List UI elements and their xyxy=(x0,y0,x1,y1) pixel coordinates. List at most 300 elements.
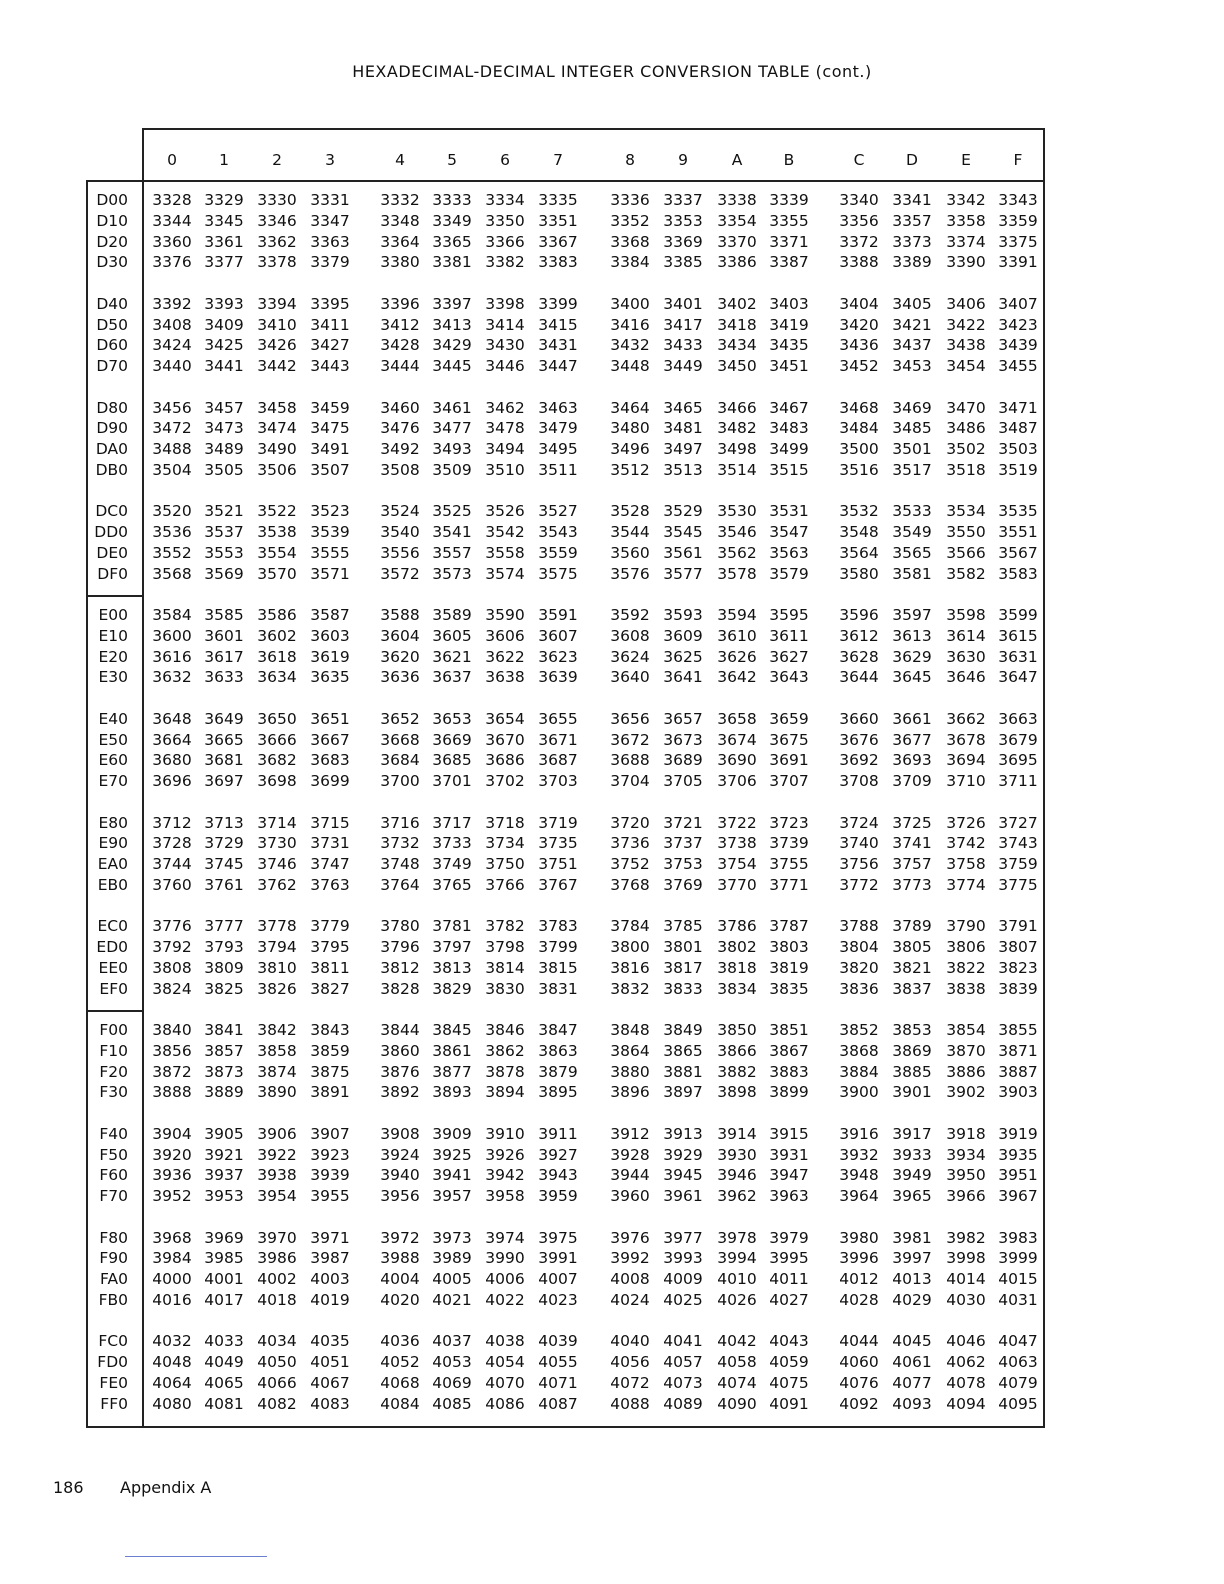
table-cell: 3528 xyxy=(610,502,650,521)
table-cell: 3925 xyxy=(432,1145,472,1164)
section-separator xyxy=(86,1010,142,1012)
row-label: DD0 xyxy=(94,523,128,541)
table-cell: 4002 xyxy=(257,1270,297,1288)
table-cell: 3482 xyxy=(717,419,757,438)
table-cell: 3663 xyxy=(998,709,1038,728)
table-cell: 4093 xyxy=(892,1394,932,1413)
table-cell: 3844 xyxy=(380,1021,420,1039)
table-cell: 3974 xyxy=(485,1228,525,1247)
row-label: D80 xyxy=(96,398,128,417)
table-cell: 3614 xyxy=(946,626,986,645)
table-cell: 3571 xyxy=(310,564,350,583)
table-cell: 3969 xyxy=(204,1228,244,1247)
table-cell: 3875 xyxy=(310,1062,350,1081)
table-cell: 3633 xyxy=(204,668,244,687)
table-cell: 3480 xyxy=(610,419,650,438)
table-cell: 3401 xyxy=(663,294,703,313)
table-cell: 4087 xyxy=(538,1394,578,1413)
table-cell: 3781 xyxy=(432,917,472,936)
table-cell: 3787 xyxy=(769,917,809,936)
table-cell: 3831 xyxy=(538,979,578,998)
table-cell: 3991 xyxy=(538,1249,578,1268)
table-cell: 4015 xyxy=(998,1270,1038,1288)
table-cell: 3704 xyxy=(610,772,650,790)
table-cell: 3592 xyxy=(610,606,650,624)
table-cell: 3693 xyxy=(892,751,932,770)
table-cell: 3751 xyxy=(538,855,578,873)
table-cell: 3610 xyxy=(717,626,757,645)
table-cell: 4053 xyxy=(432,1353,472,1371)
table-cell: 4020 xyxy=(380,1290,420,1309)
table-cell: 3700 xyxy=(380,772,420,790)
table-cell: 3965 xyxy=(892,1187,932,1205)
row-label: D10 xyxy=(96,211,128,230)
table-cell: 3936 xyxy=(152,1166,192,1185)
table-cell: 4052 xyxy=(380,1353,420,1371)
table-cell: 3391 xyxy=(998,253,1038,272)
table-cell: 3660 xyxy=(839,709,879,728)
table-cell: 3563 xyxy=(769,543,809,562)
table-cell: 3554 xyxy=(257,543,297,562)
column-header: F xyxy=(1013,151,1023,169)
table-cell: 3398 xyxy=(485,294,525,313)
table-cell: 3811 xyxy=(310,958,350,977)
table-cell: 4068 xyxy=(380,1373,420,1392)
table-cell: 3791 xyxy=(998,917,1038,936)
table-cell: 3777 xyxy=(204,917,244,936)
table-cell: 4041 xyxy=(663,1332,703,1351)
table-cell: 3915 xyxy=(769,1124,809,1143)
table-cell: 3916 xyxy=(839,1124,879,1143)
table-cell: 3861 xyxy=(432,1041,472,1060)
table-cell: 3579 xyxy=(769,564,809,583)
table-cell: 3523 xyxy=(310,502,350,521)
table-cell: 4040 xyxy=(610,1332,650,1351)
table-cell: 3818 xyxy=(717,958,757,977)
table-cell: 4070 xyxy=(485,1373,525,1392)
table-cell: 3447 xyxy=(538,357,578,375)
table-cell: 3456 xyxy=(152,398,192,417)
table-cell: 3648 xyxy=(152,709,192,728)
table-cell: 3624 xyxy=(610,647,650,666)
table-cell: 3871 xyxy=(998,1041,1038,1060)
table-cell: 3763 xyxy=(310,875,350,894)
column-header: 8 xyxy=(625,151,635,169)
table-cell: 3982 xyxy=(946,1228,986,1247)
table-cell: 3790 xyxy=(946,917,986,936)
table-cell: 3368 xyxy=(610,232,650,251)
table-cell: 3616 xyxy=(152,647,192,666)
table-cell: 3647 xyxy=(998,668,1038,687)
table-cell: 3515 xyxy=(769,460,809,479)
table-cell: 3717 xyxy=(432,813,472,832)
table-cell: 3649 xyxy=(204,709,244,728)
table-cell: 3988 xyxy=(380,1249,420,1268)
table-cell: 3537 xyxy=(204,523,244,541)
table-cell: 3711 xyxy=(998,772,1038,790)
table-cell: 3876 xyxy=(380,1062,420,1081)
table-cell: 4022 xyxy=(485,1290,525,1309)
table-cell: 3928 xyxy=(610,1145,650,1164)
table-cell: 3468 xyxy=(839,398,879,417)
table-cell: 3919 xyxy=(998,1124,1038,1143)
table-cell: 3999 xyxy=(998,1249,1038,1268)
table-cell: 4089 xyxy=(663,1394,703,1413)
table-cell: 3841 xyxy=(204,1021,244,1039)
table-cell: 3489 xyxy=(204,440,244,458)
row-label: F40 xyxy=(99,1124,128,1143)
table-cell: 4048 xyxy=(152,1353,192,1371)
table-cell: 3520 xyxy=(152,502,192,521)
table-cell: 4058 xyxy=(717,1353,757,1371)
table-cell: 3857 xyxy=(204,1041,244,1060)
table-cell: 3739 xyxy=(769,834,809,853)
table-cell: 3867 xyxy=(769,1041,809,1060)
table-cell: 3944 xyxy=(610,1166,650,1185)
table-cell: 3514 xyxy=(717,460,757,479)
table-cell: 3378 xyxy=(257,253,297,272)
row-label: E70 xyxy=(98,772,128,790)
table-cell: 3931 xyxy=(769,1145,809,1164)
row-label: FD0 xyxy=(97,1353,128,1371)
table-cell: 3730 xyxy=(257,834,297,853)
row-label: D00 xyxy=(96,191,128,209)
table-cell: 4030 xyxy=(946,1290,986,1309)
table-cell: 4080 xyxy=(152,1394,192,1413)
table-cell: 3425 xyxy=(204,336,244,355)
row-label: ED0 xyxy=(96,938,128,956)
table-cell: 3912 xyxy=(610,1124,650,1143)
table-cell: 3572 xyxy=(380,564,420,583)
table-cell: 3951 xyxy=(998,1166,1038,1185)
table-cell: 3607 xyxy=(538,626,578,645)
table-cell: 3460 xyxy=(380,398,420,417)
table-cell: 4064 xyxy=(152,1373,192,1392)
table-cell: 3953 xyxy=(204,1187,244,1205)
table-cell: 3869 xyxy=(892,1041,932,1060)
table-cell: 3865 xyxy=(663,1041,703,1060)
table-cell: 3415 xyxy=(538,315,578,334)
table-cell: 3973 xyxy=(432,1228,472,1247)
row-label: EB0 xyxy=(97,875,128,894)
table-cell: 3748 xyxy=(380,855,420,873)
row-label: FC0 xyxy=(98,1332,128,1351)
row-label: D40 xyxy=(96,294,128,313)
table-cell: 3807 xyxy=(998,938,1038,956)
table-cell: 3741 xyxy=(892,834,932,853)
table-cell: 4032 xyxy=(152,1332,192,1351)
table-cell: 3601 xyxy=(204,626,244,645)
table-cell: 3596 xyxy=(839,606,879,624)
table-cell: 3854 xyxy=(946,1021,986,1039)
table-cell: 3846 xyxy=(485,1021,525,1039)
table-cell: 3698 xyxy=(257,772,297,790)
table-cell: 3630 xyxy=(946,647,986,666)
table-cell: 3926 xyxy=(485,1145,525,1164)
table-cell: 3428 xyxy=(380,336,420,355)
table-cell: 3817 xyxy=(663,958,703,977)
table-cell: 3910 xyxy=(485,1124,525,1143)
table-cell: 4013 xyxy=(892,1270,932,1288)
table-cell: 3338 xyxy=(717,191,757,209)
table-cell: 3927 xyxy=(538,1145,578,1164)
table-cell: 3393 xyxy=(204,294,244,313)
table-cell: 4049 xyxy=(204,1353,244,1371)
table-cell: 3536 xyxy=(152,523,192,541)
table-cell: 3804 xyxy=(839,938,879,956)
table-cell: 3718 xyxy=(485,813,525,832)
table-cell: 3788 xyxy=(839,917,879,936)
table-cell: 3859 xyxy=(310,1041,350,1060)
table-cell: 3558 xyxy=(485,543,525,562)
table-cell: 3444 xyxy=(380,357,420,375)
table-cell: 3764 xyxy=(380,875,420,894)
table-cell: 4008 xyxy=(610,1270,650,1288)
table-cell: 3950 xyxy=(946,1166,986,1185)
table-cell: 4016 xyxy=(152,1290,192,1309)
table-cell: 3877 xyxy=(432,1062,472,1081)
table-cell: 3506 xyxy=(257,460,297,479)
table-cell: 3855 xyxy=(998,1021,1038,1039)
table-cell: 4023 xyxy=(538,1290,578,1309)
table-cell: 3975 xyxy=(538,1228,578,1247)
table-cell: 3330 xyxy=(257,191,297,209)
table-cell: 3491 xyxy=(310,440,350,458)
table-cell: 3432 xyxy=(610,336,650,355)
table-cell: 3553 xyxy=(204,543,244,562)
table-cell: 3785 xyxy=(663,917,703,936)
table-cell: 3749 xyxy=(432,855,472,873)
table-cell: 3691 xyxy=(769,751,809,770)
table-cell: 3346 xyxy=(257,211,297,230)
table-cell: 3732 xyxy=(380,834,420,853)
table-cell: 3754 xyxy=(717,855,757,873)
table-cell: 3768 xyxy=(610,875,650,894)
table-cell: 3370 xyxy=(717,232,757,251)
table-cell: 4083 xyxy=(310,1394,350,1413)
table-cell: 3657 xyxy=(663,709,703,728)
table-cell: 4067 xyxy=(310,1373,350,1392)
table-cell: 3911 xyxy=(538,1124,578,1143)
table-cell: 3671 xyxy=(538,730,578,749)
table-cell: 3942 xyxy=(485,1166,525,1185)
table-cell: 3860 xyxy=(380,1041,420,1060)
table-cell: 3783 xyxy=(538,917,578,936)
table-cell: 3420 xyxy=(839,315,879,334)
table-cell: 3509 xyxy=(432,460,472,479)
table-cell: 3529 xyxy=(663,502,703,521)
table-cell: 3590 xyxy=(485,606,525,624)
row-label: E90 xyxy=(98,834,128,853)
table-cell: 3798 xyxy=(485,938,525,956)
table-cell: 3450 xyxy=(717,357,757,375)
table-cell: 3959 xyxy=(538,1187,578,1205)
table-cell: 3949 xyxy=(892,1166,932,1185)
table-cell: 3740 xyxy=(839,834,879,853)
table-cell: 3562 xyxy=(717,543,757,562)
table-cell: 3533 xyxy=(892,502,932,521)
table-cell: 3820 xyxy=(839,958,879,977)
row-label: E50 xyxy=(98,730,128,749)
table-cell: 3331 xyxy=(310,191,350,209)
table-cell: 3466 xyxy=(717,398,757,417)
table-cell: 3720 xyxy=(610,813,650,832)
table-cell: 3461 xyxy=(432,398,472,417)
table-cell: 3712 xyxy=(152,813,192,832)
table-cell: 3384 xyxy=(610,253,650,272)
table-cell: 3656 xyxy=(610,709,650,728)
table-cell: 3921 xyxy=(204,1145,244,1164)
table-cell: 3894 xyxy=(485,1083,525,1102)
table-cell: 3488 xyxy=(152,440,192,458)
table-cell: 3895 xyxy=(538,1083,578,1102)
table-cell: 3689 xyxy=(663,751,703,770)
table-cell: 3837 xyxy=(892,979,932,998)
table-cell: 4024 xyxy=(610,1290,650,1309)
table-cell: 3904 xyxy=(152,1124,192,1143)
table-cell: 3666 xyxy=(257,730,297,749)
table-cell: 3511 xyxy=(538,460,578,479)
table-cell: 3593 xyxy=(663,606,703,624)
table-cell: 3680 xyxy=(152,751,192,770)
table-cell: 3360 xyxy=(152,232,192,251)
table-cell: 3343 xyxy=(998,191,1038,209)
table-cell: 3394 xyxy=(257,294,297,313)
table-cell: 3843 xyxy=(310,1021,350,1039)
table-cell: 3907 xyxy=(310,1124,350,1143)
table-cell: 3678 xyxy=(946,730,986,749)
table-cell: 3629 xyxy=(892,647,932,666)
table-cell: 3708 xyxy=(839,772,879,790)
table-cell: 3903 xyxy=(998,1083,1038,1102)
table-cell: 3734 xyxy=(485,834,525,853)
table-cell: 4012 xyxy=(839,1270,879,1288)
table-cell: 3879 xyxy=(538,1062,578,1081)
table-cell: 3400 xyxy=(610,294,650,313)
table-cell: 3418 xyxy=(717,315,757,334)
table-cell: 3782 xyxy=(485,917,525,936)
table-cell: 3983 xyxy=(998,1228,1038,1247)
table-cell: 3615 xyxy=(998,626,1038,645)
table-cell: 3540 xyxy=(380,523,420,541)
table-cell: 3504 xyxy=(152,460,192,479)
table-cell: 3498 xyxy=(717,440,757,458)
table-cell: 4037 xyxy=(432,1332,472,1351)
table-cell: 3621 xyxy=(432,647,472,666)
table-cell: 3642 xyxy=(717,668,757,687)
table-cell: 3334 xyxy=(485,191,525,209)
table-cell: 3760 xyxy=(152,875,192,894)
table-cell: 3583 xyxy=(998,564,1038,583)
table-cell: 3679 xyxy=(998,730,1038,749)
table-cell: 4014 xyxy=(946,1270,986,1288)
table-cell: 3699 xyxy=(310,772,350,790)
table-cell: 4045 xyxy=(892,1332,932,1351)
table-cell: 3984 xyxy=(152,1249,192,1268)
column-header: 4 xyxy=(395,151,405,169)
row-label: E30 xyxy=(98,668,128,687)
table-cell: 3574 xyxy=(485,564,525,583)
table-cell: 3503 xyxy=(998,440,1038,458)
table-cell: 3733 xyxy=(432,834,472,853)
table-cell: 3792 xyxy=(152,938,192,956)
table-cell: 4059 xyxy=(769,1353,809,1371)
column-header: 5 xyxy=(447,151,457,169)
table-cell: 3872 xyxy=(152,1062,192,1081)
row-label: D60 xyxy=(96,336,128,355)
table-cell: 3968 xyxy=(152,1228,192,1247)
table-cell: 3736 xyxy=(610,834,650,853)
table-cell: 3639 xyxy=(538,668,578,687)
table-cell: 3365 xyxy=(432,232,472,251)
table-cell: 3670 xyxy=(485,730,525,749)
table-cell: 3474 xyxy=(257,419,297,438)
column-header: 3 xyxy=(325,151,335,169)
table-cell: 3998 xyxy=(946,1249,986,1268)
table-cell: 3755 xyxy=(769,855,809,873)
table-cell: 3349 xyxy=(432,211,472,230)
table-cell: 3419 xyxy=(769,315,809,334)
table-cell: 3993 xyxy=(663,1249,703,1268)
table-cell: 3738 xyxy=(717,834,757,853)
table-cell: 3638 xyxy=(485,668,525,687)
table-cell: 3646 xyxy=(946,668,986,687)
table-cell: 3870 xyxy=(946,1041,986,1060)
table-cell: 3762 xyxy=(257,875,297,894)
table-cell: 3475 xyxy=(310,419,350,438)
table-cell: 3731 xyxy=(310,834,350,853)
table-cell: 3452 xyxy=(839,357,879,375)
table-cell: 3611 xyxy=(769,626,809,645)
table-cell: 3650 xyxy=(257,709,297,728)
table-cell: 3765 xyxy=(432,875,472,894)
table-cell: 3476 xyxy=(380,419,420,438)
table-cell: 3947 xyxy=(769,1166,809,1185)
table-cell: 3454 xyxy=(946,357,986,375)
table-cell: 3701 xyxy=(432,772,472,790)
table-cell: 3980 xyxy=(839,1228,879,1247)
table-cell: 4042 xyxy=(717,1332,757,1351)
table-cell: 3659 xyxy=(769,709,809,728)
table-cell: 3617 xyxy=(204,647,244,666)
column-header: D xyxy=(906,151,918,169)
table-cell: 3469 xyxy=(892,398,932,417)
table-cell: 3358 xyxy=(946,211,986,230)
table-cell: 3908 xyxy=(380,1124,420,1143)
table-cell: 3439 xyxy=(998,336,1038,355)
table-cell: 3710 xyxy=(946,772,986,790)
table-cell: 4027 xyxy=(769,1290,809,1309)
table-cell: 3548 xyxy=(839,523,879,541)
table-cell: 3714 xyxy=(257,813,297,832)
table-cell: 4026 xyxy=(717,1290,757,1309)
table-cell: 3434 xyxy=(717,336,757,355)
table-cell: 3445 xyxy=(432,357,472,375)
table-cell: 3505 xyxy=(204,460,244,479)
table-cell: 4050 xyxy=(257,1353,297,1371)
table-cell: 4025 xyxy=(663,1290,703,1309)
table-cell: 3794 xyxy=(257,938,297,956)
table-cell: 3542 xyxy=(485,523,525,541)
table-cell: 3404 xyxy=(839,294,879,313)
table-cell: 3767 xyxy=(538,875,578,894)
table-cell: 3891 xyxy=(310,1083,350,1102)
table-cell: 4011 xyxy=(769,1270,809,1288)
table-cell: 3815 xyxy=(538,958,578,977)
table-cell: 3584 xyxy=(152,606,192,624)
row-label: E20 xyxy=(98,647,128,666)
table-cell: 3620 xyxy=(380,647,420,666)
